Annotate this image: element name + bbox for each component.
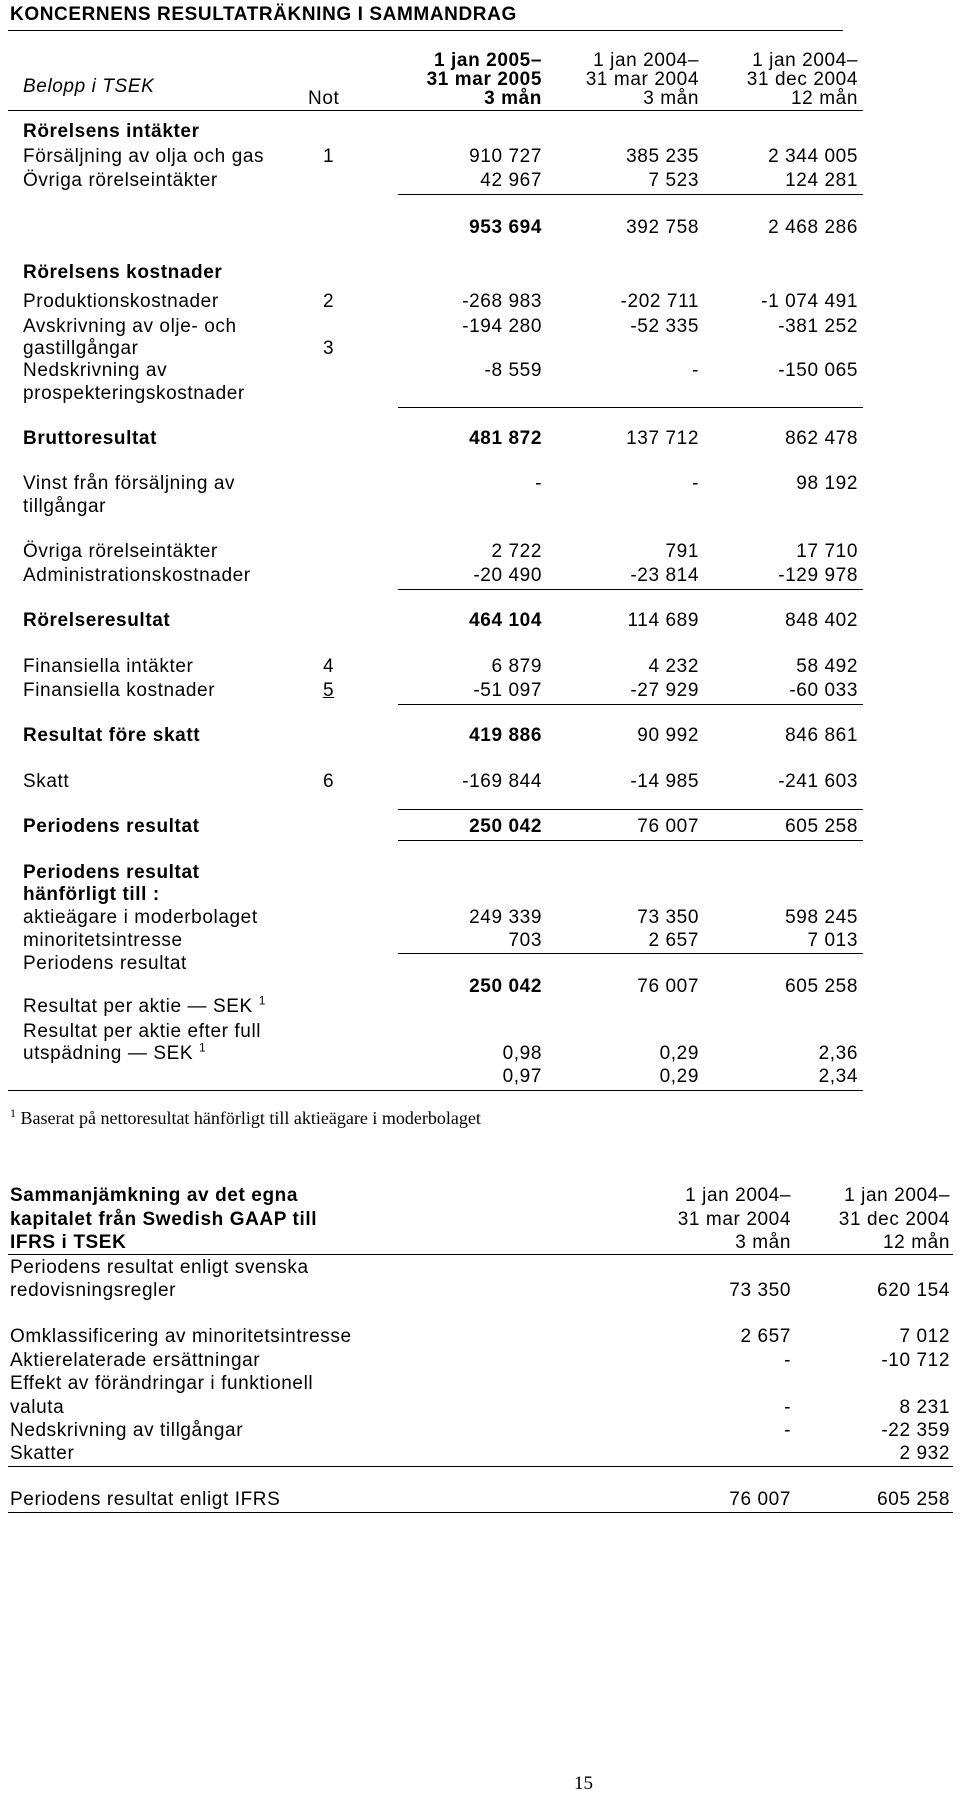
cell-v1: 481 872	[469, 428, 542, 449]
belopp-label: Belopp i TSEK	[23, 76, 155, 97]
recon-cell-v1: -	[784, 1350, 791, 1371]
col3-line2: 31 dec 2004	[746, 69, 858, 90]
cell-v1: 464 104	[469, 610, 542, 631]
recon-header-rule	[8, 1254, 953, 1255]
cell-v2: 90 992	[637, 725, 699, 746]
note-ref: 5	[323, 680, 335, 701]
section-hanforligt-cont: hänförligt till :	[23, 884, 160, 905]
cell-v2: 76 007	[637, 976, 699, 997]
cell-v3: 848 402	[785, 610, 858, 631]
header-rule	[8, 110, 863, 111]
recon-row-label: Periodens resultat enligt svenska	[10, 1257, 309, 1278]
recon-row-label: Aktierelaterade ersättningar	[10, 1350, 261, 1371]
row-label: Övriga rörelseintäkter	[23, 541, 218, 562]
cell-v2: -23 814	[630, 565, 699, 586]
cell-v2: -202 711	[620, 291, 699, 312]
row-label: Vinst från försäljning av	[23, 473, 236, 494]
cell-v1: 703	[508, 930, 542, 951]
footnote-text: Baserat på nettoresultat hänförligt till aktieägare i moderbolaget	[20, 1108, 481, 1128]
col1-line2: 31 mar 2005	[426, 69, 542, 90]
table-bottom-rule	[8, 1090, 863, 1091]
cell-v1: 2 722	[491, 541, 542, 562]
row-label-cont: tillgångar	[23, 496, 107, 517]
cell-v3: -381 252	[778, 316, 858, 337]
cell-v3: -129 978	[778, 565, 858, 586]
recon-total-rule	[8, 1512, 953, 1513]
cell-v2: -	[692, 360, 699, 381]
cell-v3: 17 710	[796, 541, 858, 562]
recon-cell-v2: 605 258	[877, 1489, 950, 1510]
row-label-bold: Rörelseresultat	[23, 610, 171, 631]
recon-title-1: Sammanjämkning av det egna	[10, 1185, 299, 1206]
cell-v1: -169 844	[462, 771, 542, 792]
cell-v1: -	[535, 473, 542, 494]
recon-subtotal-rule	[8, 1466, 953, 1467]
note-ref: 2	[323, 291, 335, 312]
cell-v3: -241 603	[778, 771, 858, 792]
eps-footnote-ref: 1	[258, 993, 267, 1008]
row-label: Finansiella kostnader	[23, 680, 216, 701]
cell-v1: -268 983	[462, 291, 542, 312]
recon-cell-v2: 620 154	[877, 1280, 950, 1301]
note-ref: 3	[323, 338, 335, 359]
cell-v2: 385 235	[626, 146, 699, 167]
total-rule	[398, 840, 863, 841]
col2-line1: 1 jan 2004–	[593, 50, 699, 71]
cell-v3: -150 065	[778, 360, 858, 381]
cell-v3: 2,34	[818, 1066, 858, 1087]
subtotal-rule	[398, 194, 863, 195]
eps-diluted-label: Resultat per aktie efter full	[23, 1021, 262, 1042]
cell-v3: 7 013	[807, 930, 858, 951]
cell-v2: 137 712	[626, 428, 699, 449]
cell-v3: 58 492	[796, 656, 858, 677]
cell-v1: 42 967	[480, 170, 542, 191]
recon-row-label-cont: valuta	[10, 1397, 65, 1418]
recon-cell-v2: 7 012	[899, 1326, 950, 1347]
cell-v2: 76 007	[637, 816, 699, 837]
cell-v2: 0,29	[659, 1066, 699, 1087]
recon-col2-line3: 12 mån	[883, 1232, 950, 1253]
cell-v1: 419 886	[469, 725, 542, 746]
row-label: minoritetsintresse	[23, 930, 183, 951]
cell-v2: 2 657	[648, 930, 699, 951]
recon-cell-v1: -	[784, 1397, 791, 1418]
cell-v1: -8 559	[484, 360, 542, 381]
cell-v3: 98 192	[796, 473, 858, 494]
section-kostnader: Rörelsens kostnader	[23, 262, 223, 283]
note-ref: 1	[323, 146, 335, 167]
row-label-cont: gastillgångar	[23, 338, 139, 359]
cell-v1: 0,98	[502, 1043, 542, 1064]
cell-v1: 6 879	[491, 656, 542, 677]
cell-v1: 910 727	[469, 146, 542, 167]
subtotal-rule	[398, 589, 863, 590]
footnote	[10, 1108, 481, 1129]
row-label: Övriga rörelseintäkter	[23, 170, 218, 191]
recon-cell-v2: -10 712	[881, 1350, 950, 1371]
section-hanforligt: Periodens resultat	[23, 862, 200, 883]
recon-cell-v2: 8 231	[899, 1397, 950, 1418]
row-label: Försäljning av olja och gas	[23, 146, 265, 167]
cell-v1: 249 339	[469, 907, 542, 928]
recon-title-2: kapitalet från Swedish GAAP till	[10, 1209, 318, 1230]
recon-row-label: Skatter	[10, 1443, 75, 1464]
recon-row-label-cont: redovisningsregler	[10, 1280, 177, 1301]
cell-v3: 862 478	[785, 428, 858, 449]
recon-cell-v1: 73 350	[729, 1280, 791, 1301]
cell-v3: 2 468 286	[768, 217, 858, 238]
recon-col1-line3: 3 mån	[735, 1232, 791, 1253]
cell-v1: -194 280	[462, 316, 542, 337]
row-label-bold: Resultat före skatt	[23, 725, 201, 746]
section-intakter: Rörelsens intäkter	[23, 121, 200, 142]
col3-line1: 1 jan 2004–	[752, 50, 858, 71]
row-label: Administrationskostnader	[23, 565, 251, 586]
cell-v3: 124 281	[785, 170, 858, 191]
cell-v3: -60 033	[789, 680, 858, 701]
col2-line3: 3 mån	[643, 88, 699, 109]
footnote-num: 1	[10, 1106, 16, 1120]
eps-diluted-label-text: utspädning — SEK	[23, 1043, 194, 1064]
cell-v1: 250 042	[469, 976, 542, 997]
recon-row-label: Effekt av förändringar i funktionell	[10, 1373, 314, 1394]
row-label-bold: Periodens resultat	[23, 816, 200, 837]
cell-v2: 791	[665, 541, 699, 562]
note-ref: 4	[323, 656, 335, 677]
row-label: Skatt	[23, 771, 70, 792]
eps-diluted-label-cont	[23, 1040, 207, 1065]
row-label: Finansiella intäkter	[23, 656, 194, 677]
recon-cell-v1: 2 657	[740, 1326, 791, 1347]
col3-line3: 12 mån	[791, 88, 858, 109]
col1-line1: 1 jan 2005–	[433, 50, 542, 71]
cell-v2: -14 985	[630, 771, 699, 792]
cell-v2: -52 335	[630, 316, 699, 337]
recon-col2-line1: 1 jan 2004–	[844, 1185, 950, 1206]
subtotal-rule	[398, 407, 863, 408]
col2-line2: 31 mar 2004	[585, 69, 699, 90]
row-label: Avskrivning av olje- och	[23, 316, 237, 337]
subtotal-rule	[398, 953, 863, 954]
recon-row-label: Omklassificering av minoritetsintresse	[10, 1326, 352, 1347]
cell-v2: 7 523	[648, 170, 699, 191]
recon-row-label: Nedskrivning av tillgångar	[10, 1420, 244, 1441]
cell-v1: -51 097	[473, 680, 542, 701]
cell-v1: -20 490	[473, 565, 542, 586]
cell-v3: 605 258	[785, 976, 858, 997]
page-title: KONCERNENS RESULTATRÄKNING I SAMMANDRAG	[10, 4, 517, 25]
cell-v3: 605 258	[785, 816, 858, 837]
cell-v3: 2,36	[818, 1043, 858, 1064]
recon-cell-v2: -22 359	[881, 1420, 950, 1441]
cell-v3: -1 074 491	[761, 291, 858, 312]
recon-col1-line1: 1 jan 2004–	[685, 1185, 791, 1206]
cell-v3: 598 245	[785, 907, 858, 928]
recon-cell-v1: -	[784, 1420, 791, 1441]
cell-v2: 73 350	[637, 907, 699, 928]
row-label: aktieägare i moderbolaget	[23, 907, 258, 928]
subtotal-rule	[398, 809, 863, 810]
cell-v2: 114 689	[627, 610, 699, 631]
cell-v2: 0,29	[659, 1043, 699, 1064]
recon-cell-v1: 76 007	[729, 1489, 791, 1510]
cell-v3: 846 861	[785, 725, 858, 746]
cell-v2: -27 929	[630, 680, 699, 701]
row-label: Produktionskostnader	[23, 291, 219, 312]
cell-v2: 4 232	[648, 656, 699, 677]
subtotal-rule	[398, 704, 863, 705]
title-rule	[8, 30, 843, 31]
cell-v1: 953 694	[469, 217, 542, 238]
row-label-bold: Bruttoresultat	[23, 428, 158, 449]
page-number: 15	[574, 1773, 593, 1794]
note-ref: 6	[323, 771, 335, 792]
eps-diluted-footnote-ref: 1	[199, 1040, 207, 1055]
row-label: Periodens resultat	[23, 953, 187, 974]
cell-v1: 0,97	[502, 1066, 542, 1087]
row-label-cont: prospekteringskostnader	[23, 383, 245, 404]
eps-label-text: Resultat per aktie — SEK	[23, 996, 253, 1017]
recon-cell-v2: 2 932	[899, 1443, 950, 1464]
cell-v2: 392 758	[626, 217, 699, 238]
recon-row-label: Periodens resultat enligt IFRS	[10, 1489, 281, 1510]
col1-line3: 3 mån	[484, 88, 542, 109]
recon-title-3: IFRS i TSEK	[10, 1232, 127, 1253]
recon-col2-line2: 31 dec 2004	[838, 1209, 950, 1230]
eps-label	[23, 993, 267, 1018]
row-label: Nedskrivning av	[23, 360, 168, 381]
recon-col1-line2: 31 mar 2004	[677, 1209, 791, 1230]
cell-v3: 2 344 005	[768, 146, 858, 167]
cell-v2: -	[692, 473, 699, 494]
cell-v1: 250 042	[469, 816, 542, 837]
not-header: Not	[308, 88, 340, 109]
